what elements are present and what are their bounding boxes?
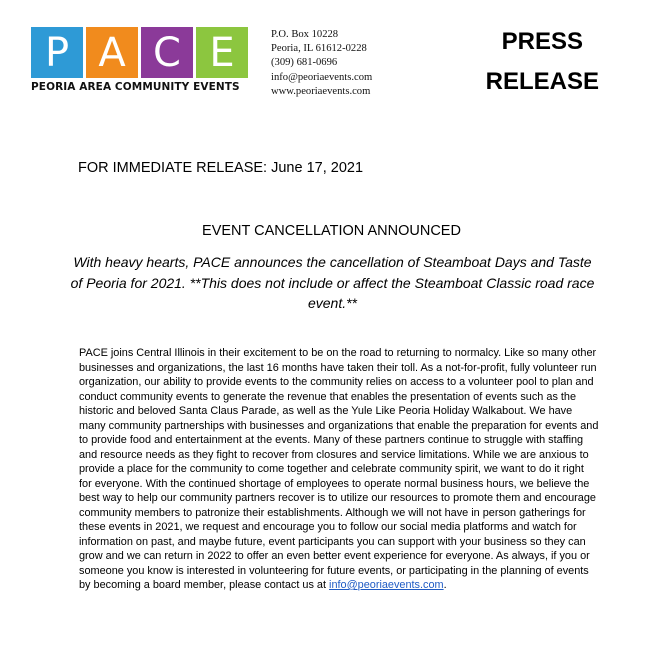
contact-phone: (309) 681-0696 [271,57,338,69]
press-release-heading [486,22,599,102]
body-paragraph [79,346,599,593]
contact-po-box: P.O. Box 10228 [271,29,339,40]
contact-city: Peoria, IL 61612-0228 [271,43,367,55]
contact-block [271,28,372,99]
logo-letter-c: C [141,27,193,78]
body-email-link[interactable]: info@peoriaevents.com [329,579,444,591]
logo-tiles [31,27,261,78]
body-text: PACE joins Central Illinois in their excitement to be on the road to returning to normalcy. Like so many other businesses and organizations, the last 16 months have taken their toll. As a not-for-profit, fully volunteer run organization, our ability to provide events to the community relies on access to a volunteer pool to plan and conduct community events to generate the revenue that enables the presentation of events such as the historic and beloved Santa Claus Parade, as well as the Yule Like Peoria Holiday Walkabout. We have many community partnerships with businesses and organizations that enable the preparation for events and to provide food and entertainment at the events. Many of these partners continue to struggle with staffing and resource needs as they fight to recover from closures and service limitations. While we are anxious to provide a place for the community to come together and celebrate community spirit, we want to do it right for everyone. With the continued shortage of employees to operate normal business hours, we believe the best way to help our community partners recover is to utilize our resources to promote them and encourage community members to patronize their establishments. Although we will not have in person gatherings for these events in 2021, we request and encourage you to follow our social media platforms and watch for information on past, and maybe future, event participants you can support with your business so they can grow and we can return in 2022 to offer an even better event experience for everyone. As always, if you or someone you know is interested in volunteering for future events, or participating in the planning of events by becoming a board member, please contact us at [79,347,599,591]
headline: EVENT CANCELLATION ANNOUNCED [202,223,461,239]
contact-website[interactable]: www.peoriaevents.com [271,85,371,97]
body-end: . [443,579,447,591]
release-date: FOR IMMEDIATE RELEASE: June 17, 2021 [78,160,364,176]
logo-letter-a: A [86,27,138,78]
intro-paragraph: With heavy hearts, PACE announces the cancellation of Steamboat Days and Taste of Peoria for 2021. **This does not include or affect the Steamboat Classic road race event.** [70,254,595,311]
contact-email[interactable]: info@peoriaevents.com [271,71,373,83]
logo-letter-p: P [31,27,83,78]
press-heading-line1: PRESS [501,28,583,55]
logo-tagline: PEORIA AREA COMMUNITY EVENTS [31,81,240,93]
logo-letter-e: E [196,27,248,78]
press-heading-line2: RELEASE [485,68,599,95]
pace-logo [31,27,261,102]
